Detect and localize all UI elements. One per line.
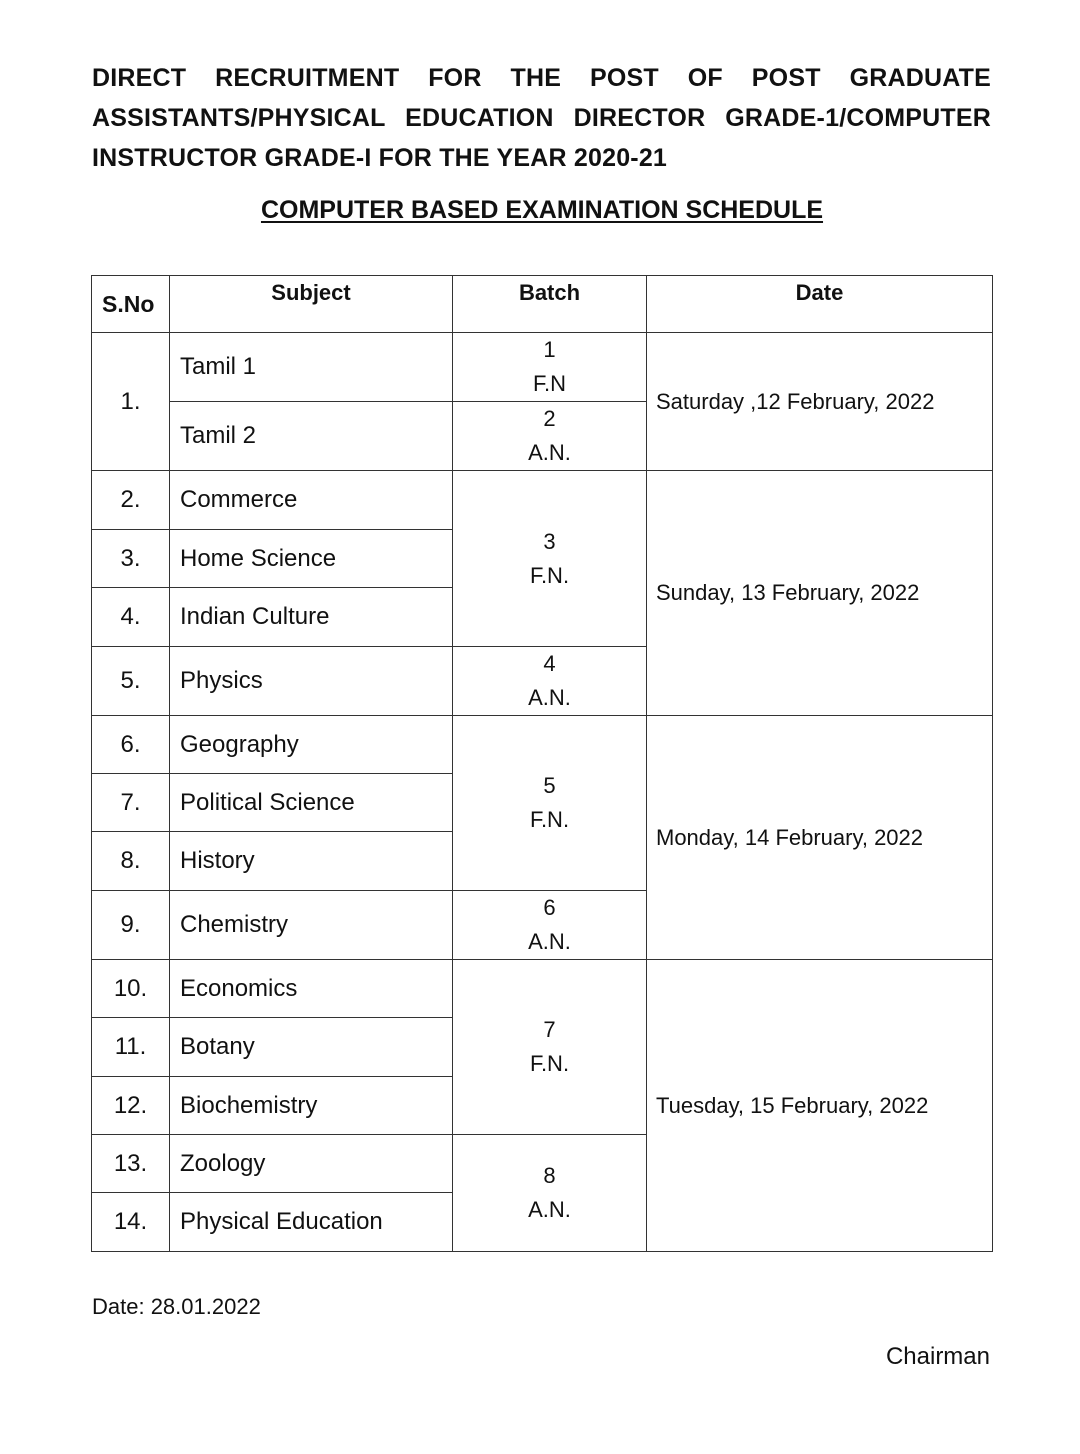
batch-session: A.N.: [528, 685, 571, 710]
row-subject: Commerce: [170, 471, 453, 530]
row-sno: 9.: [92, 891, 170, 960]
row-sno: 6.: [92, 716, 170, 774]
date-cell: Tuesday, 15 February, 2022: [647, 960, 993, 1252]
batch-number: 1: [543, 337, 556, 362]
row-subject: Chemistry: [170, 891, 453, 960]
row-sno: 4.: [92, 588, 170, 647]
batch-cell: [453, 402, 647, 471]
header-subject: Subject: [170, 276, 453, 333]
batch-session: F.N.: [529, 807, 570, 832]
date-cell: Saturday ,12 February, 2022: [647, 333, 993, 471]
batch-session: F.N.: [529, 562, 570, 588]
batch-cell: [453, 960, 647, 1135]
table-row: [92, 960, 993, 1018]
batch-cell: [453, 716, 647, 891]
row-sno: 13.: [92, 1135, 170, 1193]
row-subject: Physics: [170, 647, 453, 716]
row-subject: Tamil 1: [170, 333, 453, 402]
batch-cell: [453, 471, 647, 647]
batch-cell: [453, 647, 647, 716]
row-sno: 12.: [92, 1077, 170, 1135]
exam-schedule-table: [91, 275, 993, 1252]
row-sno: 14.: [92, 1193, 170, 1252]
header-sno: S.No: [92, 276, 170, 333]
row-sno: 5.: [92, 647, 170, 716]
row-sno: 7.: [92, 774, 170, 832]
row-sno: 8.: [92, 832, 170, 891]
batch-number: 2: [543, 406, 556, 431]
heading-line-3: INSTRUCTOR GRADE-I FOR THE YEAR 2020-21: [92, 144, 668, 172]
header-batch: Batch: [453, 276, 647, 333]
batch-session: A.N.: [528, 929, 571, 954]
batch-number: 3: [543, 528, 556, 554]
schedule-title: COMPUTER BASED EXAMINATION SCHEDULE: [260, 196, 824, 224]
batch-session: A.N.: [528, 440, 571, 465]
batch-number: 6: [543, 895, 556, 920]
batch-number: 4: [543, 651, 556, 676]
row-subject: Physical Education: [170, 1193, 453, 1252]
batch-cell: [453, 1135, 647, 1252]
batch-session: F.N: [533, 371, 566, 396]
row-sno: 11.: [92, 1018, 170, 1077]
date-cell: Monday, 14 February, 2022: [647, 716, 993, 960]
row-sno: 3.: [92, 530, 170, 588]
batch-number: 8: [543, 1163, 556, 1188]
row-subject: Political Science: [170, 774, 453, 832]
issue-date: Date: 28.01.2022: [92, 1294, 261, 1319]
header-date: Date: [647, 276, 993, 333]
date-cell: Sunday, 13 February, 2022: [647, 471, 993, 716]
batch-cell: [453, 333, 647, 402]
row-subject: Biochemistry: [170, 1077, 453, 1135]
heading-line-1: DIRECT RECRUITMENT FOR THE POST OF POST GRADUATE: [92, 64, 991, 92]
row-subject: Economics: [170, 960, 453, 1018]
row-subject: History: [170, 832, 453, 891]
heading-line-2: ASSISTANTS/PHYSICAL EDUCATION DIRECTOR GRADE-1/COMPUTER: [92, 104, 991, 132]
row-sno: 1.: [92, 333, 170, 471]
row-subject: Tamil 2: [170, 402, 453, 471]
table-row: [92, 716, 993, 774]
row-subject: Zoology: [170, 1135, 453, 1193]
document-heading: [92, 58, 991, 178]
batch-cell: [453, 891, 647, 960]
table-row: [92, 471, 993, 530]
table-row: [92, 333, 993, 402]
row-subject: Indian Culture: [170, 588, 453, 647]
row-subject: Geography: [170, 716, 453, 774]
row-sno: 2.: [92, 471, 170, 530]
table-header-row: [92, 276, 993, 333]
batch-number: 7: [543, 1017, 556, 1042]
batch-number: 5: [543, 773, 556, 798]
row-sno: 10.: [92, 960, 170, 1018]
signatory-title: Chairman: [885, 1343, 990, 1370]
batch-session: A.N.: [528, 1197, 571, 1222]
batch-session: F.N.: [529, 1051, 570, 1076]
row-subject: Home Science: [170, 530, 453, 588]
row-subject: Botany: [170, 1018, 453, 1077]
